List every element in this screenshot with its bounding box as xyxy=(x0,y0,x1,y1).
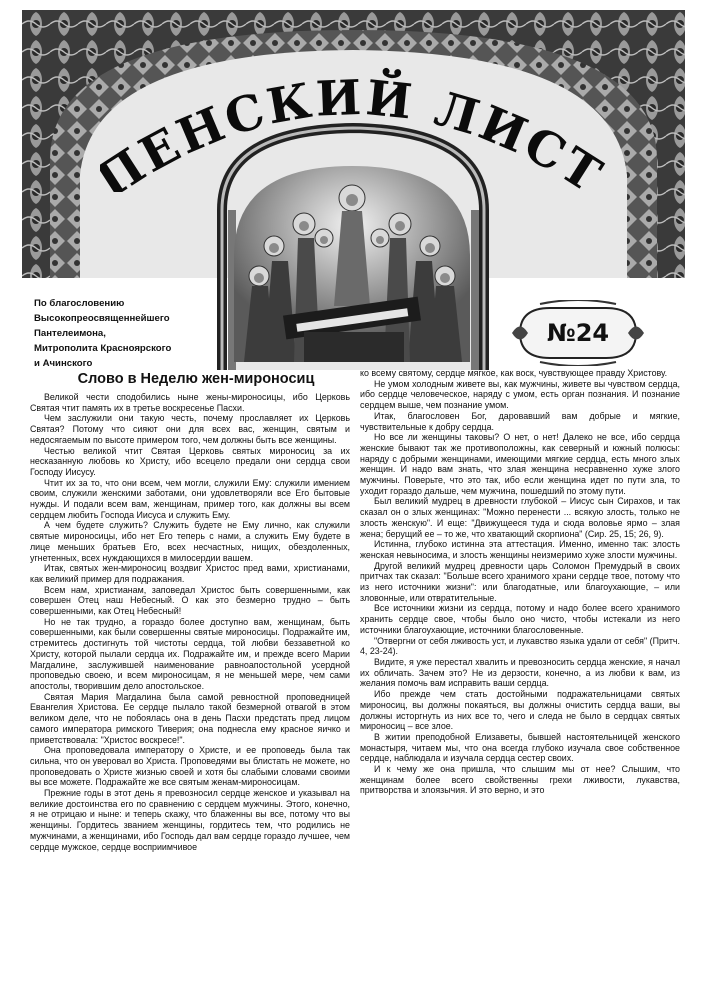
paragraph: Чем заслужили они такую честь, почему прославляет их Церковь Святая? Потому что сияют они для всех вас, женщин, святым и недосягаемым по высоте примером того, чем должны быть все женщины. xyxy=(30,413,350,445)
paragraph: Всем нам, христианам, заповедал Христос быть совершенными, как совершен Отец наш Небесный. О как это безмерно трудно – быть совершенными, как Отец Небесный! xyxy=(30,584,350,617)
issue-number-badge xyxy=(510,300,646,366)
paragraph: А чем будете служить? Служить будете не Ему лично, как служили святые мироносицы, ибо нет Его теперь с нами, а служить Ему будете в лице меньших братьев Его, всех несчастных, нищих, обездоленных, угнетенных, всех нуждающихся в милосердии вашем. xyxy=(30,520,350,563)
paragraph: Но не так трудно, а гораздо более доступно вам, женщинам, быть совершенными, как были совершенны святые мироносицы. Подражайте им, стремитесь достигнуть той чистоты сердца, той любви беззаветной ко Христу, которой пылали сердца их. Подражайте им, и прежде всего Марии Магдалине, заслужившей наименование равноапостольной усердной проповедью своею, и всем мироносицам, я не меньшей мере, чем сами апостолы, творившим дело апостольское. xyxy=(30,616,350,691)
paragraph: Не умом холодным живете вы, как мужчины, живете вы чувством сердца, ибо сердце человеческое, наряду с умом, есть орган познания. И познание сердцем выше, чем познание умом. xyxy=(360,378,680,411)
blessing-line: По благословению xyxy=(34,298,125,309)
paragraph: "Отвергни от себя лживость уст, и лукавство языка удали от себя" (Притч. 4, 23-24). xyxy=(360,635,680,657)
paragraph: Честью великой чтит Святая Церковь святых мироносиц за их несказанную любовь ко Христу, ибо всецело предали они сердца свои Господу Иисусу. xyxy=(30,445,350,477)
paragraph: Истинна, глубоко истинна эта аттестация. Именно, именно так: злость женская невыносима, и злость женщины неизмеримо хуже злости мужчины. xyxy=(360,539,680,560)
paragraph: Ибо прежде чем стать достойными подражательницами святых мироносиц, вы должны покаяться, вы должны очистить сердца ваши, вы должны исторгнуть из них все то, чего и следа не было в сердцах святых мироносиц – все злое. xyxy=(360,689,680,732)
paragraph: Другой великий мудрец древности царь Соломон Премудрый в своих притчах так сказал: "Больше всего хранимого храни сердце твое, потому что из него источники жизни": или благодатные, или благоухающие, – или зловонные, или отвратительные. xyxy=(360,560,680,603)
paragraph: Чтит их за то, что они всем, чем могли, служили Ему: служили имением своим, служили женскими заботами, они удовлетворяли все Его бытовые нужды. И подали всем вам, женщинам, пример того, как должны вы всем сердцем любить Господа Иисуса и служить Ему. xyxy=(30,477,350,520)
masthead-title-text: ЕНСКИЙ ЛИСТ xyxy=(130,69,607,192)
blessing-line: и Ачинского xyxy=(34,358,93,369)
paragraph: Она проповедовала императору о Христе, и ее проповедь была так сильна, что он уверовал во Христа. Проповедями вы блистать не можете, но проповедовать о Христе жизнью своей и хотя бы слабыми словами своими вы все можете. Подражайте же все святым женам-мироносицам. xyxy=(30,745,350,788)
article-column-right xyxy=(360,368,680,968)
blessing-line: Митрополита Красноярского xyxy=(34,343,172,354)
article-column-left xyxy=(30,392,350,992)
paragraph: Но все ли женщины таковы? О нет, о нет! Далеко не все, ибо сердца женские бывают так же противоположны, как северный и южный полюсы: наряду с добрыми женщинами, имеющими мягкие сердца, есть много злых женщин. И надо вам знать, что злая женщина несравненно хуже злого мужчины. Поверьте, что это так, ибо если женщина идет по пути зла, то уходит гораздо дальше, чем мужчина, пошедший по этому пути. xyxy=(360,432,680,496)
dormition-icon-image xyxy=(234,166,470,362)
paragraph: Видите, я уже перестал хвалить и превозносить сердца женские, я начал их обличать. Зачем это? Не из дерзости, конечно, а из любви к вам, из желания помочь вам исправить ваши сердца. xyxy=(360,656,680,689)
paragraph: Итак, благословен Бог, даровавший вам добрые и мягкие, чувствительные к добру сердца. xyxy=(360,410,680,432)
paragraph: Великой чести сподобились ныне жены-мироносицы, ибо Церковь Святая чтит память их в третье воскресенье Пасхи. xyxy=(30,392,350,413)
blessing-line: Высокопреосвященнейшего xyxy=(34,313,170,324)
blessing-line: Пантелеимона, xyxy=(34,328,106,339)
issue-number: №24 xyxy=(546,319,610,347)
paragraph: Прежние годы в этот день я превозносил сердце женское и указывал на великие достоинства его по сравнению с сердцем мужчины. Этого, конечно, я не отрицаю и ныне: и теперь скажу, что блаженны вы все, потому что вы женщины. Гордитесь званием женщины, гордитесь тем, что родились не мужчинами, а женщинами, ибо Господь дал вам сердце гораздо лучшее, чем сердце мужское, сердце восприимчивое xyxy=(30,788,350,852)
blessing-block xyxy=(34,296,214,371)
paragraph: И к чему же она пришла, что слышим мы от нее? Слышим, что женщинам более всего свойственны грехи лживости, лукавства, притворства и злоязычия. И это верно, и это xyxy=(360,764,680,796)
paragraph: Был великий мудрец в древности глубокой – Иисус сын Сирахов, и так сказал он о злых женщинах: "Можно перенести ... всякую злость, только не злость женскую". И еще: "Движущееся туда и сюда воловье ярмо – злая жена; берущий ее – то же, что хватающий скорпиона" (Сир. 25, 15; 26, 9). xyxy=(360,496,680,539)
paragraph: ко всему святому, сердце мягкое, как воск, чувствующее правду Христову. xyxy=(360,368,668,378)
paragraph: Святая Мария Магдалина была самой ревностной проповедницей Евангелия Христова. Ее сердце пылало такой безмерной отвагой в этом великом деле, что не побоялась она в день Пасхи предстать пред лицом самого императора римского Тиверия; она поднесла ему красное яичко и приветствовала: "Христос воскресе!". xyxy=(30,691,350,745)
paragraph: В житии преподобной Елизаветы, бывшей настоятельницей женского монастыря, читаем мы, что она всегда глубоко изучала свое собственное сердце, наблюдала и изучала сердца сестер своих. xyxy=(360,731,680,764)
article-title: Слово в Неделю жен-мироносиц xyxy=(77,371,315,387)
paragraph: Все источники жизни из сердца, потому и надо более всего хранимого хранить сердце свое, чтобы было оно чисто, чтобы истекали из него источники благоухающие, источники благословенные. xyxy=(360,603,680,635)
paragraph: Итак, святых жен-мироносиц воздвиг Христос пред вами, христианами, как великий пример для подражания. xyxy=(30,563,350,584)
